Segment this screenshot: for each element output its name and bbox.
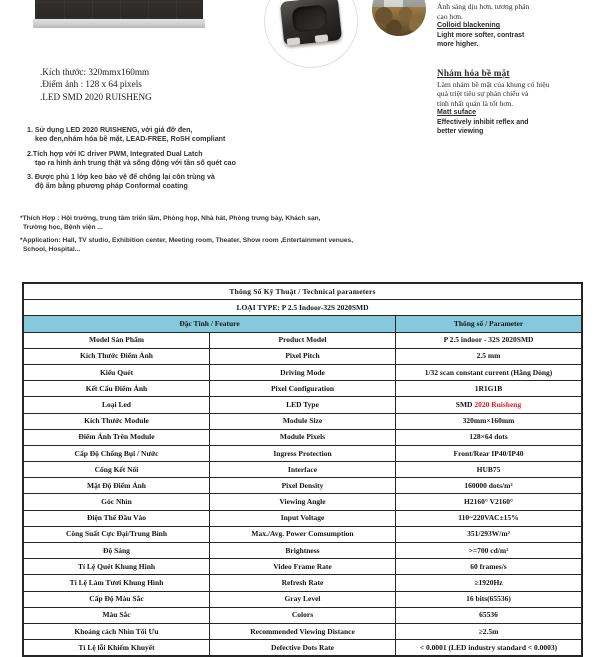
spec-line-led: .LED SMD 2020 RUISHENG <box>40 91 152 102</box>
cell-feature-vn: Kiểu Quét <box>24 364 210 380</box>
cell-feature-en: Ingress Protection <box>210 445 396 461</box>
feature-list <box>27 126 387 197</box>
spec-line-pixels: .Điểm ảnh : 128 x 64 pixels <box>40 79 142 90</box>
cell-parameter-value: Front/Rear IP40/IP40 <box>396 445 582 461</box>
application-vn-line-1: *Thích Hợp : Hội trường, trung tâm triển lãm, Phòng họp, Nhà hát, Phòng trưng bày, Khách sạn, <box>20 215 321 222</box>
cell-parameter-value: 320mm×160mm <box>396 413 582 429</box>
cell-feature-en: Driving Mode <box>210 364 396 380</box>
cell-parameter-value: 128×64 dots <box>396 429 582 445</box>
cell-feature-vn: Mật Độ Điểm Ảnh <box>24 478 210 494</box>
cell-feature-en: Defective Dots Rate <box>210 640 396 656</box>
cell-feature-vn: Loại Led <box>24 397 210 413</box>
led-chip-pad <box>315 34 329 42</box>
table-type-row <box>24 300 582 316</box>
cell-feature-vn: Điểm Ảnh Trên Module <box>24 429 210 445</box>
cell-feature-vn: Cấp Độ Chống Bụi / Nước <box>24 445 210 461</box>
application-block <box>20 214 450 258</box>
cell-parameter-value: 16 bits(65536) <box>396 591 582 607</box>
cell-feature-vn: Độ Sáng <box>24 543 210 559</box>
cell-feature-en: Max./Avg. Power Comsumption <box>210 526 396 542</box>
application-en-line-2: School, Hospital... <box>23 246 81 254</box>
feature-item <box>27 150 387 168</box>
colloid-photo-bottom <box>372 7 426 36</box>
cell-parameter-value: HUB75 <box>396 462 582 478</box>
table-row <box>24 494 582 510</box>
table-row <box>24 640 582 656</box>
table-row <box>24 478 582 494</box>
cell-parameter-value: ≥2.5m <box>396 623 582 639</box>
feature-line-2: keo đen,nhám hóa bề mặt, LEAD-FREE, RoSH compliant <box>35 135 226 144</box>
table-title: Thông Số Kỹ Thuật / Technical parameters <box>24 284 582 300</box>
table-row <box>24 526 582 542</box>
matt-en-heading: Matt suface <box>437 108 477 117</box>
feature-item <box>27 126 387 144</box>
application-en-line-1: *Application: Hall, TV studio, Exhibition center, Meeting room, Theater, Show room ,Entertainment venues, <box>20 236 354 244</box>
cell-feature-en: Pixel Density <box>210 478 396 494</box>
cell-parameter-value: 160000 dots/m² <box>396 478 582 494</box>
feature-line-1: 1. Sử dụng LED 2020 RUISHENG, với giá đỡ đen, <box>27 126 193 134</box>
cell-feature-en: Video Frame Rate <box>210 559 396 575</box>
cell-feature-en: Product Model <box>210 332 396 348</box>
cell-feature-vn: Công Suất Cực Đại/Trung Bình <box>24 526 210 542</box>
cell-parameter-value: ≥1920Hz <box>396 575 582 591</box>
led-panel-base <box>33 19 205 28</box>
cell-parameter-value: >=700 cd/m² <box>396 543 582 559</box>
table-row <box>24 510 582 526</box>
spec-table <box>23 283 582 656</box>
table-row <box>24 607 582 623</box>
cell-feature-en: Recommended Viewing Distance <box>210 623 396 639</box>
table-row <box>24 462 582 478</box>
cell-parameter-value: 1R1G1B <box>396 381 582 397</box>
feature-line-2: độ ẩm bằng phương pháp Conformal coating <box>35 182 188 191</box>
cell-feature-vn: Cổng Kết Nối <box>24 462 210 478</box>
matt-vn-line-3: tính nhất quán là tốt hơn. <box>437 98 514 108</box>
matt-en-line-1: Effectively inhibit reflex and <box>437 118 529 126</box>
matt-vn-line-1: Làm nhám bề mặt của khung có hiệu <box>437 79 550 89</box>
spec-line-size: .Kích thước: 320mmx160mm <box>40 67 150 77</box>
cell-feature-vn: Kích Thước Module <box>24 413 210 429</box>
technical-parameters-table <box>22 282 583 657</box>
cell-feature-en: Pixel Pitch <box>210 348 396 364</box>
table-row <box>24 397 582 413</box>
cell-feature-en: Interface <box>210 462 396 478</box>
cell-parameter-value: 351/293W/m² <box>396 526 582 542</box>
table-type-line: LOẠI TYPE: P 2.5 Indoor-32S 2020SMD <box>24 300 582 316</box>
cell-feature-en: Colors <box>210 607 396 623</box>
cell-feature-en: Refresh Rate <box>210 575 396 591</box>
cell-feature-vn: Cấp Độ Màu Sắc <box>24 591 210 607</box>
cell-feature-en: Module Size <box>210 413 396 429</box>
application-vn <box>20 214 450 233</box>
colloid-blackening-photo <box>372 0 426 36</box>
cell-parameter-value: < 0.0001 (LED industry standard < 0.0003) <box>396 640 582 656</box>
colloid-en-line-1: Light more softer, contrast <box>437 31 525 39</box>
cell-parameter-accent: 2020 Ruisheng <box>474 399 522 409</box>
header-feature: Đặc Tính / Feature <box>24 316 396 332</box>
table-row <box>24 364 582 380</box>
matt-en-line-2: better viewing <box>437 128 484 136</box>
cell-feature-vn: Kết Cấu Điểm Ảnh <box>24 381 210 397</box>
cell-parameter-value: 2.5 mm <box>396 348 582 364</box>
led-panel-photo <box>36 0 202 32</box>
table-row <box>24 559 582 575</box>
cell-feature-en: Input Voltage <box>210 510 396 526</box>
feature-item <box>27 173 387 191</box>
feature-line-2: tạo ra hình ảnh trung thật và sống động với tần số quét cao <box>35 158 236 167</box>
table-header-row <box>24 316 582 332</box>
table-row <box>24 413 582 429</box>
matt-vn-line-2: quả triệt tiêu sự phản chiếu và <box>437 89 529 99</box>
matt-vn-heading: Nhám hóa bề mặt <box>437 68 510 79</box>
section-spacer <box>437 49 597 69</box>
cell-feature-vn: Góc Nhìn <box>24 494 210 510</box>
led-chip-pad <box>287 37 301 45</box>
cell-parameter-value: 60 frames/s <box>396 559 582 575</box>
table-row <box>24 543 582 559</box>
cell-feature-vn: Model Sản Phẩm <box>24 332 210 348</box>
cell-feature-en: Viewing Angle <box>210 494 396 510</box>
application-en <box>20 236 450 255</box>
cell-feature-en: LED Type <box>210 397 396 413</box>
cell-feature-en: Pixel Configuration <box>210 381 396 397</box>
cell-feature-vn: Tỉ Lệ Làm Tươi Khung Hình <box>24 575 210 591</box>
cell-parameter-value: SMD 2020 Ruisheng <box>396 397 582 413</box>
feature-line-1: 2.Tích hợp với IC driver PWM, Integrated Dual Latch <box>27 149 203 158</box>
cell-feature-vn: Khoảng cách Nhìn Tối Ưu <box>24 623 210 639</box>
table-row <box>24 429 582 445</box>
table-row <box>24 445 582 461</box>
feature-line-1: 3. Được phủ 1 lớp keo bảo vệ để chống lại côn trùng và <box>27 173 215 182</box>
panel-spec-lines <box>40 66 152 103</box>
cell-feature-en: Gray Level <box>210 591 396 607</box>
cell-parameter-value: 1/32 scan constant current (Hằng Dòng) <box>396 364 582 380</box>
cell-feature-vn: Điện Thế Đầu Vào <box>24 510 210 526</box>
cell-feature-en: Module Pixels <box>210 429 396 445</box>
spec-rows-body <box>24 332 582 656</box>
table-row <box>24 348 582 364</box>
table-row <box>24 332 582 348</box>
header-parameter: Thông số / Parameter <box>396 316 582 332</box>
table-row <box>24 623 582 639</box>
cell-parameter-value: H2160° V2160° <box>396 494 582 510</box>
application-vn-line-2: Trường học, Bệnh viện ... <box>23 224 103 232</box>
cell-parameter-value: P 2.5 indoor - 32S 2020SMD <box>396 332 582 348</box>
cell-feature-en: Brightness <box>210 543 396 559</box>
table-row <box>24 575 582 591</box>
cell-feature-vn: Tỉ Lệ lỗi Khiếm Khuyết <box>24 640 210 656</box>
colloid-vn-line-2: cao hơn. <box>437 11 463 21</box>
colloid-en-heading: Colloid blackening <box>437 21 501 30</box>
cell-feature-vn: Màu Sắc <box>24 607 210 623</box>
table-title-row <box>24 284 582 300</box>
cell-feature-vn: Kích Thước Điểm Ảnh <box>24 348 210 364</box>
table-row <box>24 381 582 397</box>
colloid-vn-line-1: Ánh sáng dịu hơn, tương phản <box>437 2 530 11</box>
table-row <box>24 591 582 607</box>
led-panel-screen <box>36 0 202 19</box>
right-description-column <box>437 2 597 136</box>
cell-feature-vn: Tỉ Lệ Quét Khung Hình <box>24 559 210 575</box>
cell-parameter-value: 65536 <box>396 607 582 623</box>
led-chip-closeup-photo <box>264 0 358 68</box>
colloid-en-line-2: more higher. <box>437 41 479 49</box>
spec-table-body <box>24 284 582 333</box>
cell-parameter-value: 110~220VAC±15% <box>396 510 582 526</box>
